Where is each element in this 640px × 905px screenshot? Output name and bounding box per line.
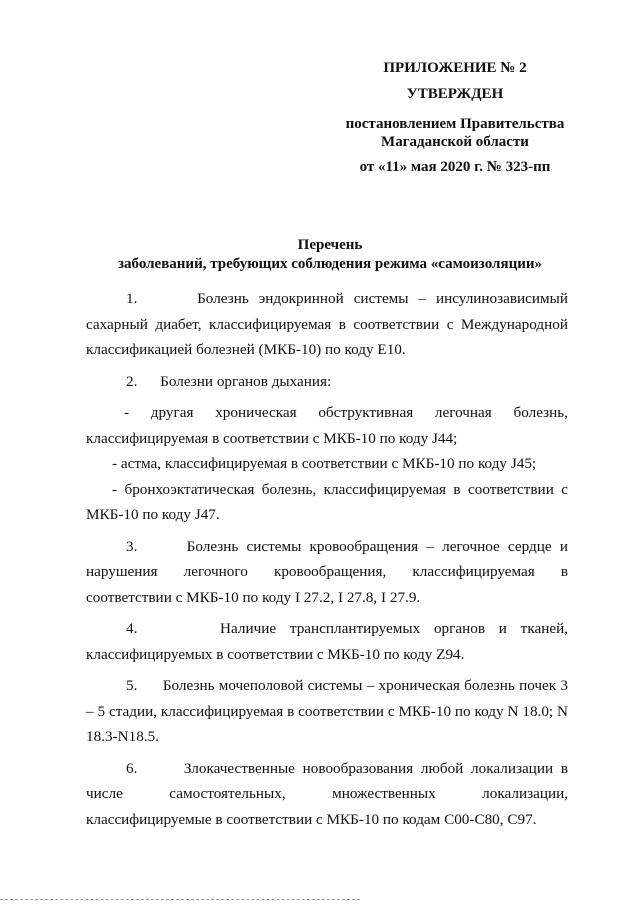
- resolution-line-1: постановлением Правительства: [345, 116, 565, 132]
- list-item-2-sub-3: - бронхоэктатическая болезнь, классифицируемая в соответствии с МКБ-10 по коду J47.: [86, 480, 568, 523]
- list-title: Перечень: [297, 237, 363, 253]
- disease-list: [86, 286, 568, 832]
- list-item-2: 2. Болезни органов дыхания:: [126, 372, 332, 390]
- resolution-date: от «11» мая 2020 г. № 323-пп: [359, 159, 551, 175]
- page-bottom-divider: [0, 899, 360, 900]
- list-item-4: 4. Наличие трансплантируемых органов и тканей, классифицируемых в соответствии с МКБ-10 по коду Z94.: [86, 620, 568, 663]
- list-item-6: 6. Злокачественные новообразования любой локализации в числе самостоятельных, множественных локализации, классифицируемые в соответствии с МКБ-10 по кодам С00-С80, С97.: [86, 759, 568, 828]
- appendix-heading: ПРИЛОЖЕНИЕ № 2: [383, 60, 527, 76]
- list-item-5: 5. Болезнь мочеполовой системы – хроническая болезнь почек 3 – 5 стадии, классифицируемая в соответствии с МКБ-10 по коду N 18.0; N 18.3-N18.5.: [86, 677, 568, 745]
- list-item-2-sub-2: - астма, классифицируемая в соответствии с МКБ-10 по коду J45;: [112, 455, 537, 472]
- approved-heading: УТВЕРЖДЕН: [406, 86, 504, 102]
- list-item-3: 3. Болезнь системы кровообращения – легочное сердце и нарушения легочного кровообращения, классифицируемая в соответствии с МКБ-10 по коду I 27.2, I 27.8, I 27.9.: [86, 537, 568, 606]
- list-item-1: 1. Болезнь эндокринной системы – инсулинозависимый сахарный диабет, классифицируемая в соответствии с Международной классификацией болезней (МКБ-10) по коду Е10.: [86, 290, 568, 358]
- resolution-line-2: Магаданской области: [381, 134, 529, 150]
- list-subtitle: заболеваний, требующих соблюдения режима «самоизоляции»: [117, 256, 543, 272]
- list-item-2-sub-1: - другая хроническая обструктивная легочная болезнь, классифицируемая в соответствии с МКБ-10 по коду J44;: [86, 404, 568, 447]
- resolution-block: [340, 115, 570, 151]
